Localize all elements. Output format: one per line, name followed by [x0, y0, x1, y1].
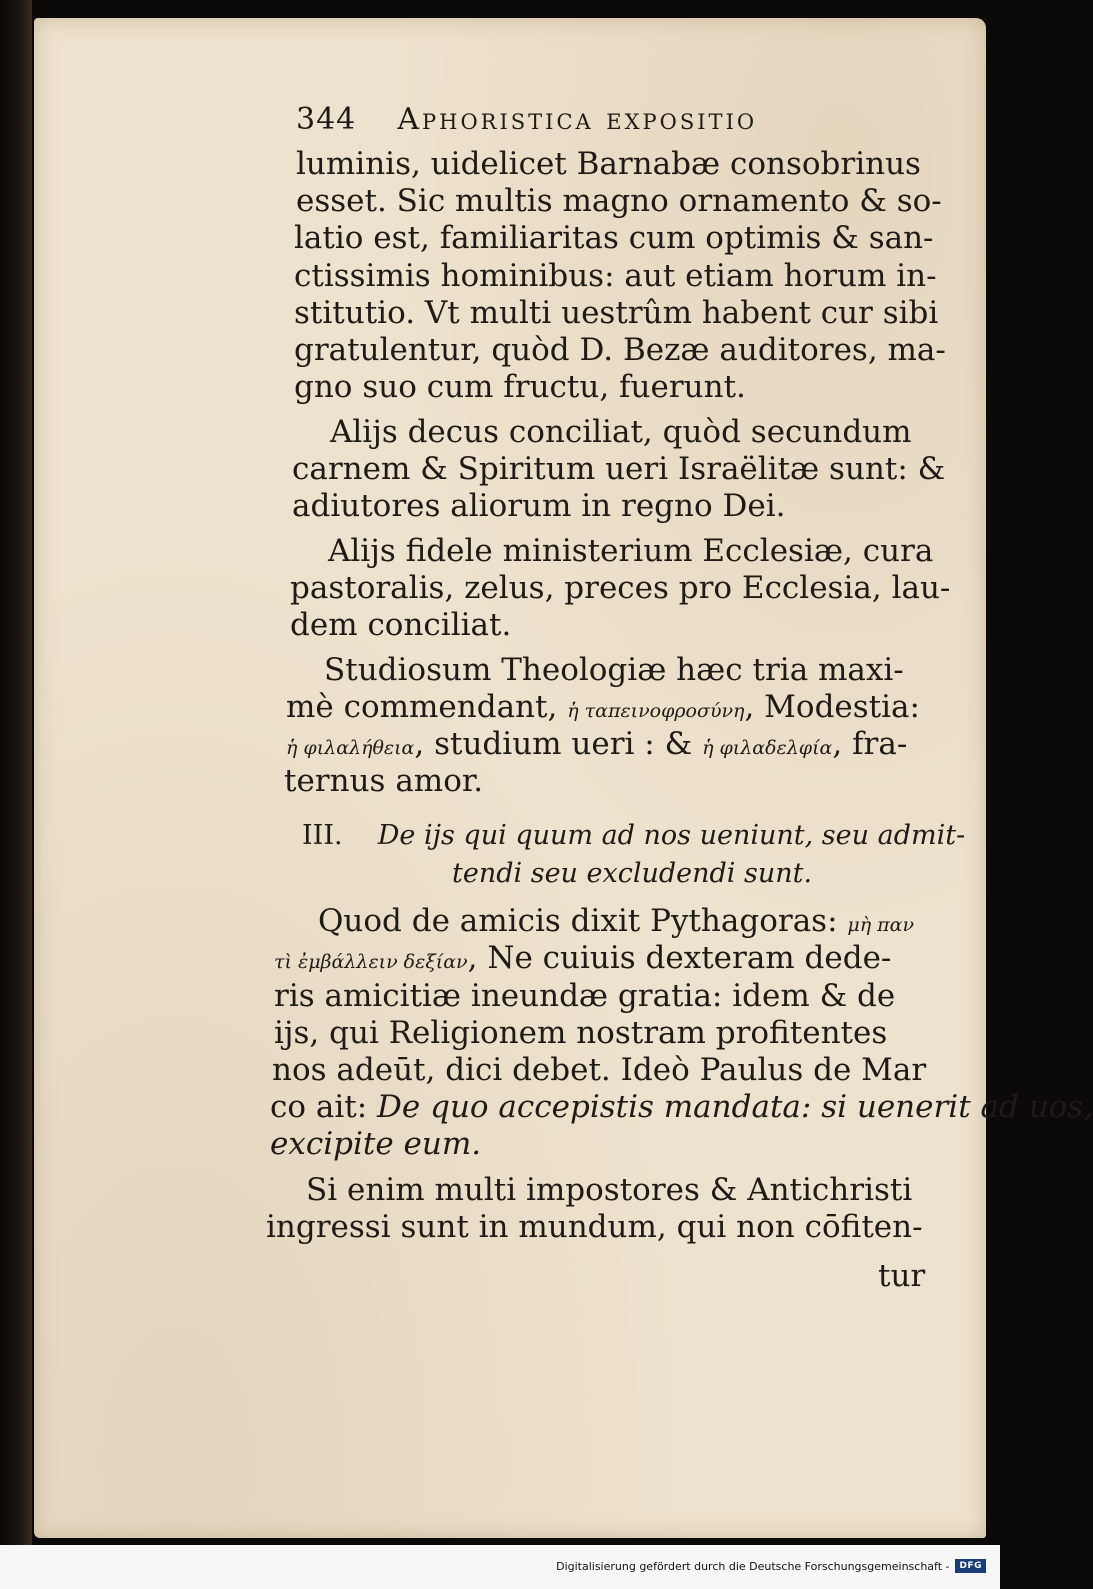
text-run: , fra-: [832, 726, 908, 762]
greek-text: ἡ φιλαδελφία: [702, 737, 833, 759]
text-line: gratulentur, quòd D. Bezæ auditores, ma-: [294, 332, 946, 368]
greek-text: ἡ ταπεινοφροσύνη: [567, 700, 745, 722]
text-run: , studium ueri : &: [414, 726, 703, 762]
footer: [556, 1551, 986, 1581]
text-line: ijs, qui Religionem nostram profitentes: [274, 1015, 888, 1051]
page-number: 344: [296, 102, 357, 137]
greek-text: ἡ φιλαλήθεια: [286, 737, 415, 759]
running-head: Aphoristica expositio: [397, 102, 758, 137]
text-run: co ait:: [270, 1089, 378, 1125]
footer-credit: Digitalisierung gefördert durch die Deutsche Forschungsgemeinschaft -: [556, 1559, 950, 1573]
text-line: [286, 726, 907, 766]
section-title: De ijs qui quum ad nos ueniunt, seu admit-: [377, 820, 966, 851]
text-run: , Modestia:: [744, 689, 920, 725]
greek-text: μὴ παν: [847, 914, 915, 936]
text-line: Alijs fidele ministerium Ecclesiæ, cura: [328, 533, 934, 569]
text-line: esset. Sic multis magno ornamento & so-: [296, 183, 942, 219]
text-line: [274, 940, 891, 980]
text-line: stitutio. Vt multi uestrûm habent cur sibi: [294, 295, 939, 331]
text-line: gno suo cum fructu, fuerunt.: [294, 369, 746, 405]
text-line: [318, 903, 914, 943]
italic-text: De quo accepistis mandata: si uenerit ad uos,: [377, 1089, 1093, 1125]
text-run: , Ne cuiuis dexteram dede-: [467, 940, 892, 976]
text-line: Si enim multi impostores & Antichristi: [306, 1172, 913, 1208]
book-spine-edge: [0, 0, 32, 1545]
text-line: excipite eum.: [270, 1126, 482, 1162]
text-line: ctissimis hominibus: aut etiam horum in-: [294, 258, 937, 294]
dfg-logo: DFG: [955, 1559, 986, 1573]
section-title-continued: tendi seu excludendi sunt.: [452, 858, 813, 889]
greek-text: τὶ ἐμβάλλειν δεξίαν: [274, 951, 468, 973]
text-line: Alijs decus conciliat, quòd secundum: [330, 414, 912, 450]
book-page: [34, 18, 1093, 1538]
text-line: adiutores aliorum in regno Dei.: [292, 488, 786, 524]
text-line: nos adeūt, dici debet. Ideò Paulus de Mar: [272, 1052, 927, 1088]
text-line: ris amicitiæ ineundæ gratia: idem & de: [274, 978, 896, 1014]
text-line: latio est, familiaritas cum optimis & san-: [294, 220, 934, 256]
text-line: carnem & Spiritum ueri Israëlitæ sunt: &: [292, 451, 946, 487]
text-line: [270, 1089, 1093, 1125]
catchword: tur: [878, 1258, 926, 1294]
page-header: [296, 102, 757, 138]
text-run: mè commendant,: [286, 689, 568, 725]
text-line: dem conciliat.: [290, 607, 512, 643]
text-line: ingressi sunt in mundum, qui non cōfiten-: [266, 1209, 923, 1245]
text-line: luminis, uidelicet Barnabæ consobrinus: [296, 146, 921, 182]
section-number: III.: [302, 820, 343, 851]
text-run: Quod de amicis dixit Pythagoras:: [318, 903, 848, 939]
text-line: [286, 689, 920, 729]
text-line: pastoralis, zelus, preces pro Ecclesia, lau-: [290, 570, 951, 606]
text-line: Studiosum Theologiæ hæc tria maxi-: [324, 652, 904, 688]
text-line: ternus amor.: [284, 763, 484, 799]
section-heading: [302, 818, 965, 854]
